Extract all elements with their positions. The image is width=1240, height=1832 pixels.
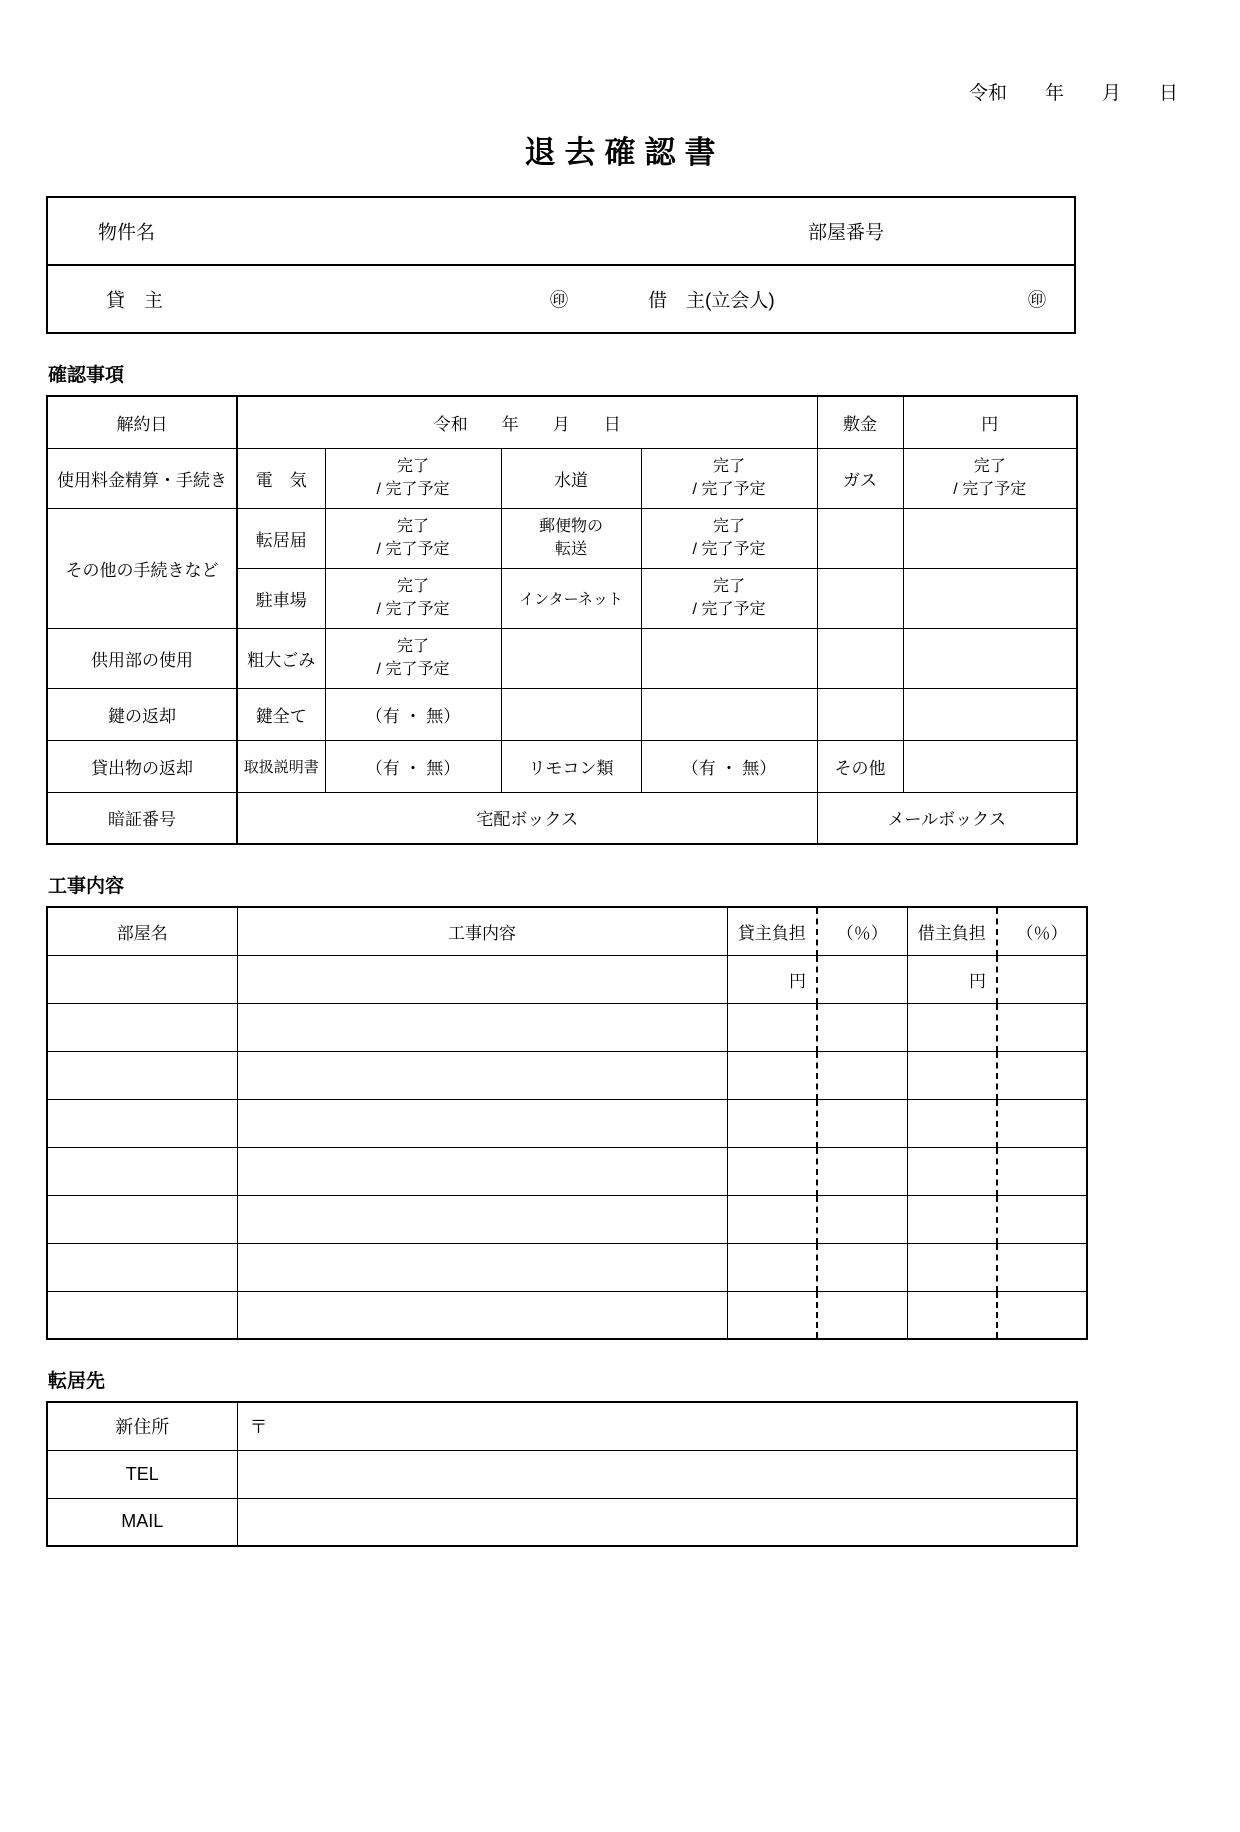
key-blank-4[interactable]: [903, 688, 1077, 740]
lent-items-label: 貸出物の返却: [47, 740, 237, 792]
header-date-line: 令和 年 月 日: [968, 83, 1178, 104]
moving-notice-status[interactable]: [325, 508, 501, 568]
parking-status[interactable]: [325, 568, 501, 628]
electricity-done: 完了: [396, 457, 429, 475]
work-detail-cell[interactable]: [237, 1291, 727, 1339]
work-owner-pct[interactable]: [817, 1195, 907, 1243]
work-owner-amount[interactable]: [727, 1291, 817, 1339]
electricity-status[interactable]: [325, 448, 501, 508]
property-cell[interactable]: [47, 197, 1075, 265]
other-procedures-label: その他の手続きなど: [47, 508, 237, 628]
deposit-label: 敷金: [817, 396, 903, 448]
mail-label: MAIL: [47, 1498, 237, 1546]
bulky-waste-scheduled: / 完了予定: [376, 661, 450, 678]
work-tenant-amount[interactable]: 円: [907, 955, 997, 1003]
cancel-date-row: [47, 396, 1077, 448]
gas-status[interactable]: [903, 448, 1077, 508]
tenant-label: 借 主(立会人): [648, 290, 775, 312]
work-detail-cell[interactable]: [237, 1195, 727, 1243]
signature-cell[interactable]: [47, 265, 1075, 333]
mail-forward-label: [501, 508, 641, 568]
work-detail-cell[interactable]: [237, 955, 727, 1003]
key-blank-1[interactable]: [501, 688, 641, 740]
mail-forward-status[interactable]: [641, 508, 817, 568]
internet-label: インターネット: [501, 568, 641, 628]
work-tenant-pct[interactable]: [997, 1003, 1087, 1051]
bulky-waste-done: 完了: [396, 637, 429, 655]
gas-scheduled: / 完了予定: [953, 481, 1027, 498]
mail-box-field[interactable]: メールボックス: [817, 792, 1077, 844]
work-detail-cell[interactable]: [237, 1099, 727, 1147]
key-return-label: 鍵の返却: [47, 688, 237, 740]
electricity-label: 電 気: [237, 448, 325, 508]
work-detail-cell[interactable]: [237, 1051, 727, 1099]
mail-forward-scheduled: / 完了予定: [692, 541, 766, 558]
work-tenant-amount[interactable]: [907, 1243, 997, 1291]
mail-forward-label-line2: 転送: [554, 541, 587, 558]
work-row: [47, 1291, 1087, 1339]
other-proc-blank-2[interactable]: [903, 508, 1077, 568]
room-number-label: 部屋番号: [808, 222, 885, 244]
work-detail-cell[interactable]: [237, 1243, 727, 1291]
work-tenant-pct[interactable]: [997, 1195, 1087, 1243]
work-room-cell[interactable]: [47, 1243, 237, 1291]
new-address-label: 新住所: [47, 1402, 237, 1450]
work-tenant-amount[interactable]: [907, 1051, 997, 1099]
water-label: 水道: [501, 448, 641, 508]
all-keys-yesno[interactable]: （有 ・ 無）: [325, 688, 501, 740]
work-row: [47, 1195, 1087, 1243]
lent-items-row: [47, 740, 1077, 792]
internet-scheduled: / 完了予定: [692, 601, 766, 618]
work-owner-amount[interactable]: [727, 1003, 817, 1051]
lent-other-label: その他: [817, 740, 903, 792]
work-owner-pct[interactable]: [817, 955, 907, 1003]
pin-label: 暗証番号: [47, 792, 237, 844]
work-table: [46, 906, 1088, 1340]
work-header-row: [47, 907, 1087, 955]
work-header-tenant-pct: （％）: [997, 907, 1087, 955]
work-owner-pct[interactable]: [817, 1003, 907, 1051]
remote-yesno[interactable]: （有 ・ 無）: [641, 740, 817, 792]
work-room-cell[interactable]: [47, 1099, 237, 1147]
work-section-title: 工事内容: [48, 876, 125, 897]
moving-notice-label: 転居届: [237, 508, 325, 568]
work-header-tenant-burden: 借主負担: [907, 907, 997, 955]
tenant-seal-icon: ㊞: [1028, 290, 1046, 310]
gas-done: 完了: [973, 457, 1006, 475]
owner-label: 貸 主: [106, 290, 164, 312]
work-owner-amount[interactable]: [727, 1243, 817, 1291]
new-address-value[interactable]: 〒: [237, 1402, 1077, 1450]
work-room-cell[interactable]: [47, 1147, 237, 1195]
bulky-waste-status[interactable]: [325, 628, 501, 688]
cancel-date-label: 解約日: [47, 396, 237, 448]
mail-row: [47, 1498, 1077, 1546]
work-tenant-amount[interactable]: [907, 1003, 997, 1051]
moving-table: [46, 1401, 1078, 1547]
gas-label: ガス: [817, 448, 903, 508]
common-blank-1[interactable]: [501, 628, 641, 688]
work-header-room: 部屋名: [47, 907, 237, 955]
moving-notice-done: 完了: [396, 517, 429, 535]
work-room-cell[interactable]: [47, 1003, 237, 1051]
parking-label: 駐車場: [237, 568, 325, 628]
work-tenant-amount[interactable]: [907, 1195, 997, 1243]
manual-label: 取扱説明書: [237, 740, 325, 792]
work-owner-amount[interactable]: [727, 1195, 817, 1243]
work-owner-pct[interactable]: [817, 1243, 907, 1291]
work-room-cell[interactable]: [47, 1195, 237, 1243]
parking-blank-1[interactable]: [817, 568, 903, 628]
work-owner-amount[interactable]: 円: [727, 955, 817, 1003]
work-row: [47, 1243, 1087, 1291]
lent-other-value[interactable]: [903, 740, 1077, 792]
confirm-section-title: 確認事項: [48, 365, 125, 386]
work-header-detail: 工事内容: [237, 907, 727, 955]
utility-label: 使用料金精算・手続き: [47, 448, 237, 508]
work-tenant-pct[interactable]: [997, 1147, 1087, 1195]
new-address-row: [47, 1402, 1077, 1450]
work-tenant-amount[interactable]: [907, 1147, 997, 1195]
common-blank-2[interactable]: [641, 628, 817, 688]
tel-value[interactable]: [237, 1450, 1077, 1498]
common-area-label: 供用部の使用: [47, 628, 237, 688]
common-blank-4[interactable]: [903, 628, 1077, 688]
work-detail-cell[interactable]: [237, 1003, 727, 1051]
mail-forward-label-line1: 郵便物の: [538, 517, 603, 535]
cancel-date-value[interactable]: 令和 年 月 日: [237, 396, 817, 448]
moving-notice-row: [47, 508, 1077, 568]
work-owner-pct[interactable]: [817, 1147, 907, 1195]
work-row: [47, 1099, 1087, 1147]
tel-row: [47, 1450, 1077, 1498]
common-blank-3[interactable]: [817, 628, 903, 688]
work-tenant-pct[interactable]: [997, 1243, 1087, 1291]
work-owner-amount[interactable]: [727, 1099, 817, 1147]
work-tenant-amount[interactable]: [907, 1099, 997, 1147]
mail-value[interactable]: [237, 1498, 1077, 1546]
work-owner-pct[interactable]: [817, 1291, 907, 1339]
work-tenant-pct[interactable]: [997, 1051, 1087, 1099]
other-proc-blank-1[interactable]: [817, 508, 903, 568]
water-status[interactable]: [641, 448, 817, 508]
key-blank-2[interactable]: [641, 688, 817, 740]
work-room-cell[interactable]: [47, 1291, 237, 1339]
water-scheduled: / 完了予定: [692, 481, 766, 498]
work-owner-amount[interactable]: [727, 1051, 817, 1099]
identity-box: [46, 196, 1076, 334]
parking-blank-2[interactable]: [903, 568, 1077, 628]
work-room-cell[interactable]: [47, 955, 237, 1003]
deposit-value[interactable]: 円: [903, 396, 1077, 448]
pin-row: [47, 792, 1077, 844]
page-title: 退去確認書: [524, 135, 725, 170]
parking-done: 完了: [396, 577, 429, 595]
property-name-label: 物件名: [98, 222, 156, 244]
work-row: [47, 1051, 1087, 1099]
work-header-owner-pct: （％）: [817, 907, 907, 955]
work-detail-cell[interactable]: [237, 1147, 727, 1195]
owner-seal-icon: ㊞: [550, 290, 568, 310]
water-done: 完了: [712, 457, 745, 475]
property-row: [47, 197, 1075, 265]
delivery-box-field[interactable]: 宅配ボックス: [237, 792, 817, 844]
tel-label: TEL: [47, 1450, 237, 1498]
work-row: [47, 955, 1087, 1003]
work-owner-pct[interactable]: [817, 1051, 907, 1099]
work-row: [47, 1147, 1087, 1195]
work-header-owner-burden: 貸主負担: [727, 907, 817, 955]
key-return-row: [47, 688, 1077, 740]
parking-scheduled: / 完了予定: [376, 601, 450, 618]
signature-row: [47, 265, 1075, 333]
common-area-row: [47, 628, 1077, 688]
mail-forward-done: 完了: [712, 517, 745, 535]
internet-status[interactable]: [641, 568, 817, 628]
moving-section-title: 転居先: [48, 1371, 106, 1392]
work-tenant-amount[interactable]: [907, 1291, 997, 1339]
electricity-scheduled: / 完了予定: [376, 481, 450, 498]
moving-notice-scheduled: / 完了予定: [376, 541, 450, 558]
key-blank-3[interactable]: [817, 688, 903, 740]
work-row: [47, 1003, 1087, 1051]
work-tenant-pct[interactable]: [997, 1291, 1087, 1339]
bulky-waste-label: 粗大ごみ: [237, 628, 325, 688]
internet-done: 完了: [712, 577, 745, 595]
work-room-cell[interactable]: [47, 1051, 237, 1099]
document-page: [0, 78, 1240, 1832]
work-tenant-pct[interactable]: [997, 955, 1087, 1003]
remote-label: リモコン類: [501, 740, 641, 792]
utility-row: [47, 448, 1077, 508]
confirm-table: [46, 395, 1078, 845]
all-keys-label: 鍵全て: [237, 688, 325, 740]
manual-yesno[interactable]: （有 ・ 無）: [325, 740, 501, 792]
work-owner-pct[interactable]: [817, 1099, 907, 1147]
work-owner-amount[interactable]: [727, 1147, 817, 1195]
work-tenant-pct[interactable]: [997, 1099, 1087, 1147]
